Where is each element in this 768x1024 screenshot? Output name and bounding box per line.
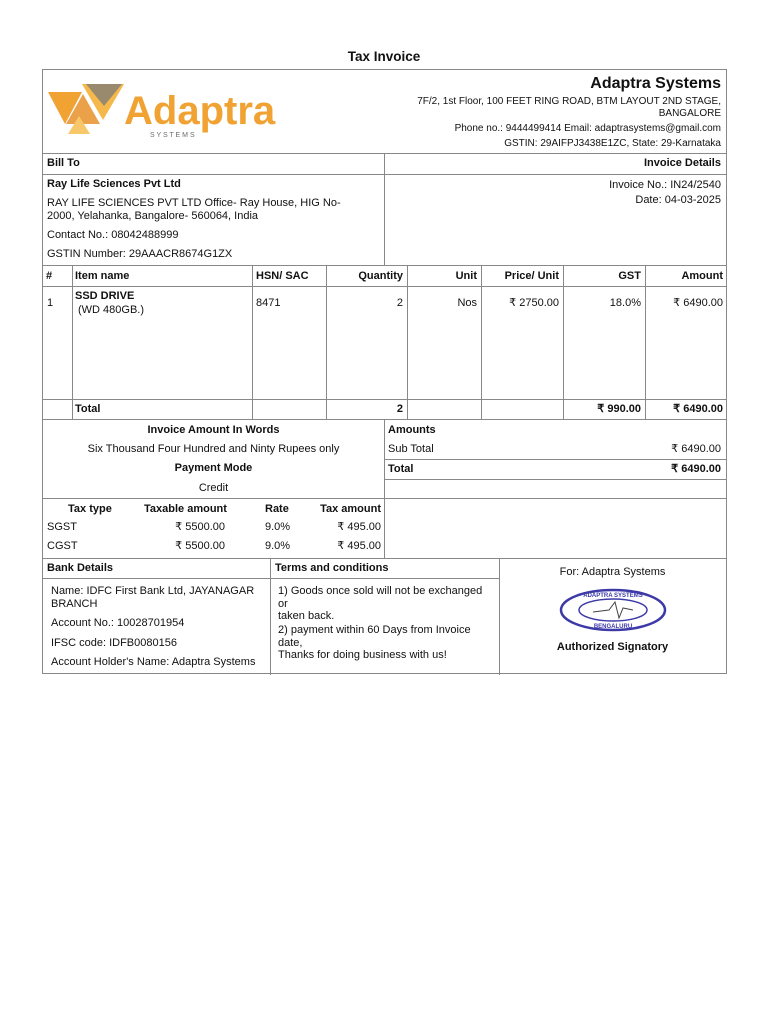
terms-line-4: Thanks for doing business with us! bbox=[278, 649, 447, 661]
company-gstin: GSTIN: 29AIFPJ3438E1ZC, State: 29-Karnataka bbox=[504, 138, 721, 149]
sub-total-label: Sub Total bbox=[388, 443, 434, 455]
grand-total-value: ₹ 6490.00 bbox=[671, 463, 721, 475]
company-contact: Phone no.: 9444499414 Email: adaptrasystems@gmail.com bbox=[454, 123, 721, 134]
col-header-unit: Unit bbox=[455, 270, 477, 282]
row-unit: Nos bbox=[457, 297, 477, 309]
invoice-number: Invoice No.: IN24/2540 bbox=[609, 179, 721, 191]
tax-row-type: CGST bbox=[47, 540, 78, 552]
company-seal bbox=[559, 588, 667, 632]
amount-in-words-value: Six Thousand Four Hundred and Ninty Rupees only bbox=[87, 443, 340, 455]
terms-line-2: taken back. bbox=[278, 610, 335, 622]
amount-in-words-heading: Invoice Amount In Words bbox=[147, 424, 280, 436]
row-quantity: 2 bbox=[396, 297, 403, 309]
bill-to-address: RAY LIFE SCIENCES PVT LTD Office- Ray House, HIG No- 2000, Yelahanka, Bangalore- 560064, India bbox=[47, 197, 341, 222]
terms-heading: Terms and conditions bbox=[275, 562, 389, 574]
tax-row-rate: 9.0% bbox=[265, 521, 291, 533]
tax-row-rate: 9.0% bbox=[265, 540, 291, 552]
bank-ifsc: IFSC code: IDFB0080156 bbox=[51, 637, 177, 649]
tax-row-amount: ₹ 495.00 bbox=[337, 540, 381, 552]
logo-wordmark: Adaptra bbox=[124, 89, 276, 133]
tax-header-amount: Tax amount bbox=[320, 503, 381, 515]
sub-total-value: ₹ 6490.00 bbox=[671, 443, 721, 455]
bill-to-heading: Bill To bbox=[47, 157, 80, 169]
payment-mode-value: Credit bbox=[198, 482, 229, 494]
amounts-heading: Amounts bbox=[388, 424, 436, 436]
row-index: 1 bbox=[47, 297, 54, 309]
items-total-quantity: 2 bbox=[396, 403, 403, 415]
logo-triangles-icon bbox=[46, 80, 296, 140]
document-title: Tax Invoice bbox=[347, 49, 421, 64]
tax-row-taxable: ₹ 5500.00 bbox=[175, 540, 225, 552]
bank-name: Name: IDFC First Bank Ltd, JAYANAGAR BRANCH bbox=[51, 585, 255, 610]
tax-row-amount: ₹ 495.00 bbox=[337, 521, 381, 533]
col-header-quantity: Quantity bbox=[358, 270, 403, 282]
terms-line-1: 1) Goods once sold will not be exchanged or bbox=[278, 585, 483, 610]
logo-subtext: S Y S T E M S bbox=[150, 132, 195, 139]
col-header-item-name: Item name bbox=[75, 270, 130, 282]
col-header-index: # bbox=[46, 270, 53, 282]
authorized-signatory-label: Authorized Signatory bbox=[556, 641, 669, 653]
seal-bottom-text: BENGALURU bbox=[593, 624, 633, 630]
invoice-details-heading: Invoice Details bbox=[643, 157, 721, 169]
row-item-description: (WD 480GB.) bbox=[78, 304, 145, 316]
seal-stamp-icon bbox=[559, 588, 667, 632]
bank-details-heading: Bank Details bbox=[47, 562, 114, 574]
items-total-gst: ₹ 990.00 bbox=[597, 403, 641, 415]
invoice-frame bbox=[42, 69, 727, 674]
bill-to-name: Ray Life Sciences Pvt Ltd bbox=[47, 178, 181, 190]
tax-header-taxable: Taxable amount bbox=[144, 503, 227, 515]
tax-header-type: Tax type bbox=[68, 503, 112, 515]
row-gst: 18.0% bbox=[609, 297, 641, 309]
row-price: ₹ 2750.00 bbox=[509, 297, 559, 309]
col-header-price: Price/ Unit bbox=[504, 270, 559, 282]
bank-holder: Account Holder's Name: Adaptra Systems bbox=[51, 656, 256, 668]
row-amount: ₹ 6490.00 bbox=[673, 297, 723, 309]
grand-total-label: Total bbox=[388, 463, 414, 475]
bank-account: Account No.: 10028701954 bbox=[51, 617, 185, 629]
payment-mode-heading: Payment Mode bbox=[174, 462, 253, 474]
bill-to-gstin: GSTIN Number: 29AAACR8674G1ZX bbox=[47, 248, 233, 260]
company-logo bbox=[46, 80, 296, 140]
seal-top-text: ADAPTRA SYSTEMS bbox=[583, 593, 643, 599]
company-name: Adaptra Systems bbox=[590, 75, 721, 92]
col-header-amount: Amount bbox=[681, 270, 723, 282]
items-total-amount: ₹ 6490.00 bbox=[673, 403, 723, 415]
signatory-for-label: For: Adaptra Systems bbox=[559, 566, 666, 578]
tax-row-type: SGST bbox=[47, 521, 77, 533]
company-address: 7F/2, 1st Floor, 100 FEET RING ROAD, BTM LAYOUT 2ND STAGE, BANGALORE bbox=[417, 96, 721, 119]
items-total-label: Total bbox=[75, 403, 101, 415]
tax-header-rate: Rate bbox=[265, 503, 289, 515]
bill-to-contact: Contact No.: 08042488999 bbox=[47, 229, 179, 241]
row-item-name: SSD DRIVE bbox=[75, 290, 135, 302]
col-header-gst: GST bbox=[618, 270, 641, 282]
terms-line-3: 2) payment within 60 Days from Invoice date, bbox=[278, 624, 471, 649]
tax-row-taxable: ₹ 5500.00 bbox=[175, 521, 225, 533]
col-header-hsn: HSN/ SAC bbox=[256, 270, 309, 282]
row-hsn: 8471 bbox=[256, 297, 281, 309]
invoice-date: Date: 04-03-2025 bbox=[635, 194, 721, 206]
